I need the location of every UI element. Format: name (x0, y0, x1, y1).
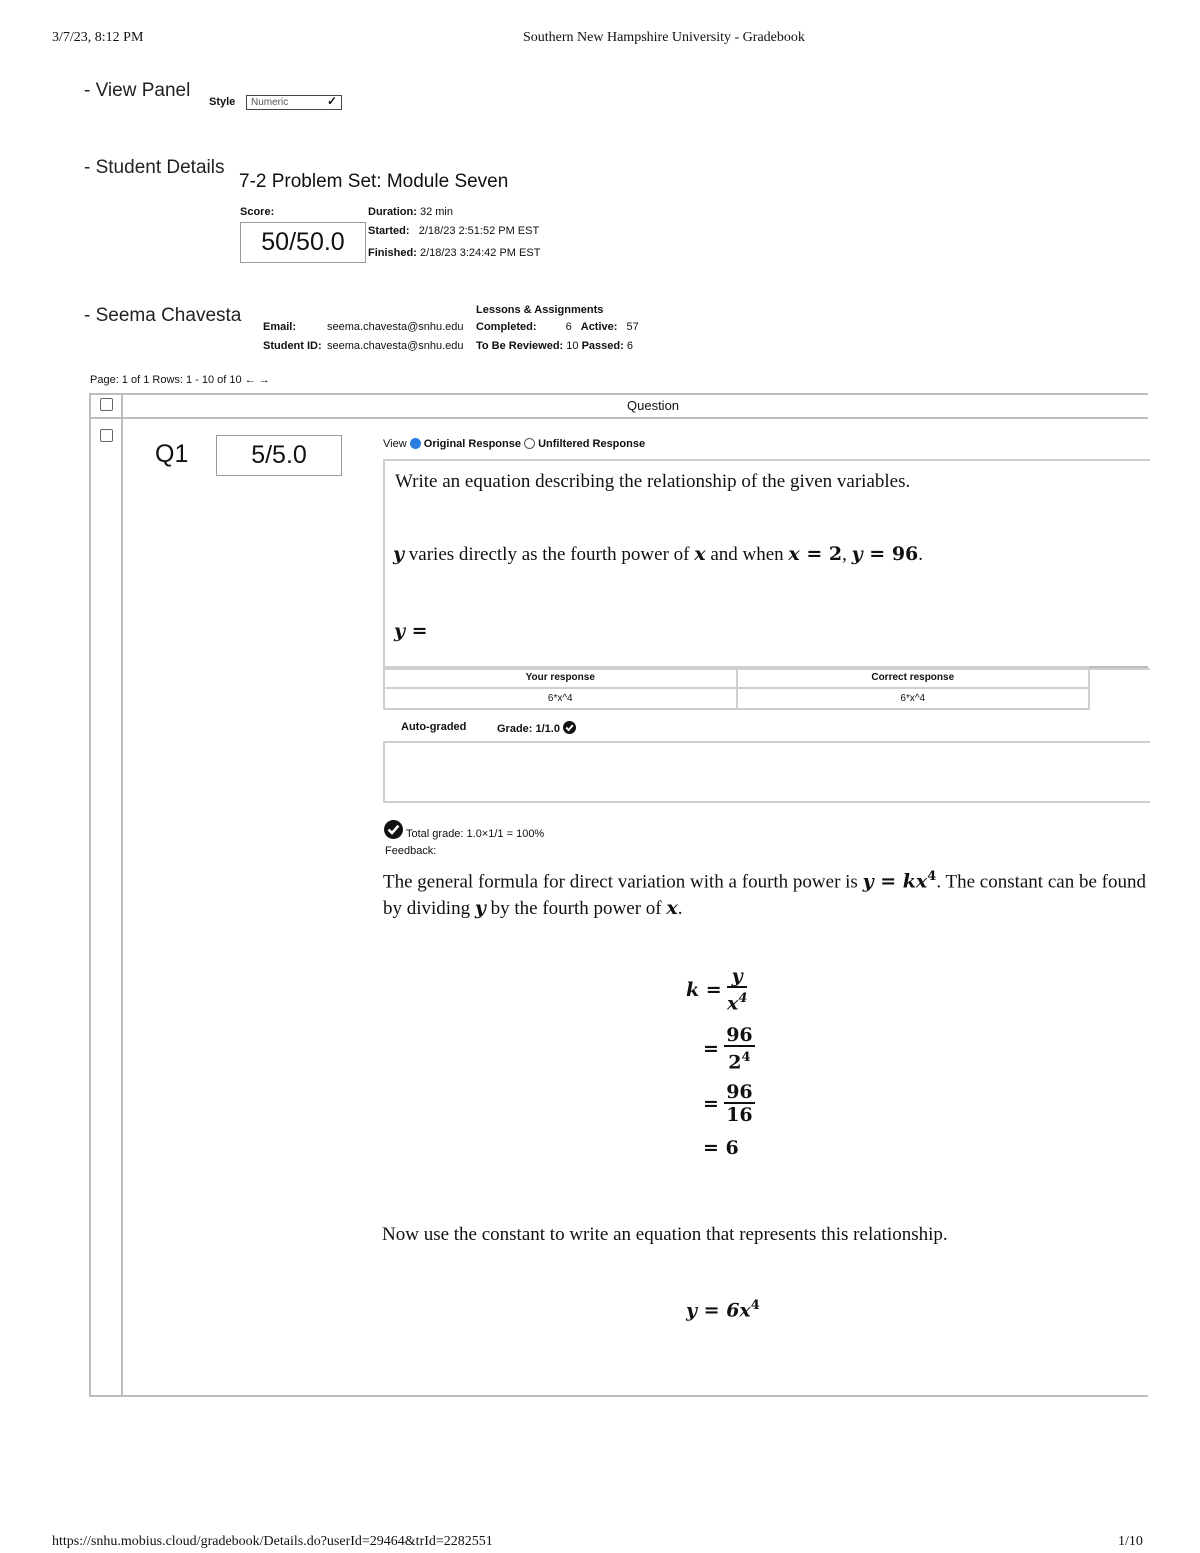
feedback-line-1: The general formula for direct variation with a fourth power is $y = kx^4$. The constant can be found (383, 869, 1146, 893)
correct-response-header: Correct response (737, 667, 1090, 688)
style-label: Style (209, 96, 236, 108)
fraction-y-over-x4: $\frac{y}{x^4}$ (726, 965, 748, 1015)
table-column-divider (121, 393, 123, 1397)
table-header-border (89, 417, 1148, 419)
feedback-label: Feedback: (385, 845, 437, 857)
table-top-border (89, 393, 1148, 395)
print-title: Southern New Hampshire University - Gradebook (523, 30, 805, 45)
style-select[interactable] (246, 95, 342, 110)
assignment-title: 7-2 Problem Set: Module Seven (239, 171, 509, 192)
total-check-circle-icon (384, 820, 403, 839)
comment-box[interactable] (383, 741, 1150, 803)
table-extension-line (1089, 666, 1148, 668)
score-label: Score: (240, 206, 275, 218)
to-be-reviewed-value: 10 (566, 340, 579, 352)
started-value: 2/18/23 2:51:52 PM EST (418, 225, 540, 237)
print-url: https://snhu.mobius.cloud/gradebook/Details.do?userId=29464&trId=2282551 (52, 1534, 493, 1549)
answer-prefix: y = (394, 620, 428, 642)
unfiltered-response-label[interactable]: Unfiltered Response (538, 438, 646, 450)
correct-response-cell: 6*x^4 (737, 688, 1090, 709)
duration-row (368, 206, 453, 218)
question-column-header: Question (627, 398, 680, 413)
view-label: View (383, 438, 407, 450)
question-score: 5/5.0 (216, 435, 342, 476)
completed-row (476, 321, 639, 333)
completed-value: 6 (565, 321, 572, 333)
print-page-number: 1/10 (1118, 1534, 1143, 1549)
assignment-score: 50/50.0 (240, 222, 366, 263)
question-statement: y varies directly as the fourth power of x and when x = 2, y = 96. (393, 543, 924, 565)
derivation-step-1: k = $\frac{y}{x^4}$ (686, 965, 748, 1015)
feedback-line-2: by dividing y by the fourth power of x. (383, 897, 683, 919)
email-label: Email: (263, 321, 297, 333)
active-label: Active: (580, 321, 618, 333)
duration-label: Duration: (368, 206, 417, 218)
your-response-header: Your response (384, 667, 737, 688)
row-checkbox[interactable] (100, 429, 113, 442)
original-response-label[interactable]: Original Response (423, 438, 521, 450)
grade-row (497, 721, 576, 735)
derivation-step-2: = $\frac{96}{2^4}$ (703, 1024, 753, 1074)
total-grade: Total grade: 1.0×1/1 = 100% (406, 828, 545, 840)
derivation-result: = 6 (703, 1137, 739, 1159)
finished-label: Finished: (368, 247, 417, 259)
now-use-text: Now use the constant to write an equation that represents this relationship. (382, 1224, 948, 1245)
fraction-96-over-2-4: $\frac{96}{2^4}$ (726, 1024, 753, 1074)
view-options (383, 438, 645, 450)
final-equation: $y = 6x^4$ (686, 1298, 760, 1322)
check-circle-icon (563, 721, 576, 734)
lessons-header: Lessons & Assignments (476, 304, 604, 316)
table-left-border (89, 393, 91, 1397)
passed-label: Passed: (581, 340, 624, 352)
select-all-checkbox[interactable] (100, 398, 113, 411)
email-value: seema.chavesta@snhu.edu (327, 321, 464, 333)
question-prompt: Write an equation describing the relationship of the given variables. (395, 471, 911, 492)
passed-value: 6 (626, 340, 633, 352)
style-select-value: Numeric (251, 97, 289, 108)
fraction-96-over-16: $\frac{96}{16}$ (726, 1081, 753, 1126)
pagination[interactable]: Page: 1 of 1 Rows: 1 - 10 of 10 ← → (90, 374, 270, 386)
student-id-value: seema.chavesta@snhu.edu (327, 340, 464, 352)
grade-label: Grade: 1/1.0 (497, 723, 560, 735)
chevron-down-icon: ✓ (326, 94, 337, 108)
student-name-toggle[interactable]: - Seema Chavesta (84, 305, 242, 326)
question-number: Q1 (155, 440, 189, 468)
started-label: Started: (368, 225, 410, 237)
derivation-step-3: = $\frac{96}{16}$ (703, 1081, 753, 1126)
table-bottom-border (89, 1395, 1148, 1397)
unfiltered-response-radio[interactable] (524, 438, 535, 449)
to-be-reviewed-label: To Be Reviewed: (476, 340, 564, 352)
finished-value: 2/18/23 3:24:42 PM EST (419, 247, 541, 259)
completed-label: Completed: (476, 321, 537, 333)
auto-graded-label: Auto-graded (401, 721, 467, 733)
original-response-radio[interactable] (410, 438, 421, 449)
finished-row (368, 247, 540, 259)
review-row (476, 340, 633, 352)
print-datetime: 3/7/23, 8:12 PM (52, 30, 144, 45)
started-row (368, 225, 539, 237)
student-id-label: Student ID: (263, 340, 322, 352)
view-panel-toggle[interactable]: - View Panel (84, 80, 191, 101)
response-table (383, 666, 1090, 710)
duration-value: 32 min (419, 206, 453, 218)
student-details-toggle[interactable]: - Student Details (84, 157, 225, 178)
active-value: 57 (626, 321, 639, 333)
your-response-cell: 6*x^4 (384, 688, 737, 709)
